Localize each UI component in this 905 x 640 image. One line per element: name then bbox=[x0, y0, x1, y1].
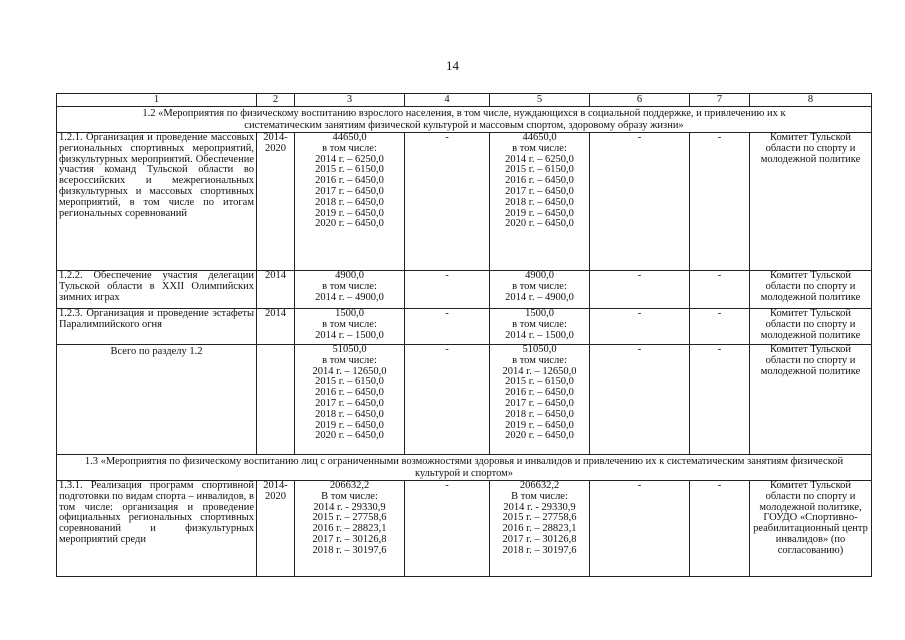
amount-line: 2016 г. – 6450,0 bbox=[505, 387, 574, 399]
period: 2014 bbox=[257, 309, 295, 345]
amount-line: в том числе: bbox=[322, 142, 377, 154]
federal-budget: - bbox=[405, 309, 490, 345]
section-row bbox=[57, 455, 872, 481]
section-title-1-2: 1.2 «Мероприятия по физическому воспитанию взрослого населения, в том числе, нуждающихся в социальной поддержке, и привлечению их к систематическим занятиям физической культурой и массовым спортом, здоровому образу жизни» bbox=[57, 107, 872, 133]
amount-line: 2017 г. – 6450,0 bbox=[315, 397, 384, 409]
amount-line: 2015 г. – 27758,6 bbox=[312, 512, 387, 524]
total-funding bbox=[295, 133, 405, 271]
amount-line: 2014 г. – 12650,0 bbox=[502, 365, 577, 377]
amount-line: 2014 г. – 6250,0 bbox=[315, 153, 384, 165]
amount-line: 2018 г. – 6450,0 bbox=[315, 196, 384, 208]
executor: Комитет Тульской области по спорту и молодежной политике bbox=[750, 133, 872, 271]
regional-budget bbox=[490, 345, 590, 455]
amount-line: 2015 г. – 6150,0 bbox=[315, 376, 384, 388]
amount-line: 44650,0 bbox=[522, 132, 557, 143]
amount-line: в том числе: bbox=[322, 318, 377, 330]
amount-line: 2014 г. – 1500,0 bbox=[505, 329, 574, 341]
regional-budget bbox=[490, 133, 590, 271]
amount-line: в том числе: bbox=[512, 142, 567, 154]
header-cell: 1 bbox=[57, 94, 257, 107]
amount-line: 51050,0 bbox=[522, 344, 557, 355]
amount-line: 2019 г. – 6450,0 bbox=[505, 207, 574, 219]
header-cell: 2 bbox=[257, 94, 295, 107]
amount-line: 2020 г. – 6450,0 bbox=[505, 430, 574, 442]
activity-name: 1.2.2. Обеспечение участия делегации Тульской области в XXII Олимпийских зимних играх bbox=[57, 271, 257, 309]
total-funding bbox=[295, 481, 405, 577]
amount-line: 2015 г. – 27758,6 bbox=[502, 512, 577, 524]
table-row bbox=[57, 345, 872, 455]
amount-line: 2014 г. – 12650,0 bbox=[312, 365, 387, 377]
amount-line: В том числе: bbox=[321, 490, 378, 502]
federal-budget: - bbox=[405, 481, 490, 577]
amount-line: 1500,0 bbox=[525, 308, 554, 319]
header-cell: 5 bbox=[490, 94, 590, 107]
amount-line: 206632,2 bbox=[519, 480, 560, 491]
local-budget: - bbox=[590, 271, 690, 309]
activity-name: Всего по разделу 1.2 bbox=[57, 345, 257, 455]
local-budget: - bbox=[590, 481, 690, 577]
amount-line: 2014 г. – 6250,0 bbox=[505, 153, 574, 165]
amount-line: 4900,0 bbox=[525, 270, 554, 281]
amount-line: 2014 г. - 29330,9 bbox=[503, 501, 576, 513]
other-sources: - bbox=[690, 309, 750, 345]
regional-budget bbox=[490, 481, 590, 577]
header-cell: 4 bbox=[405, 94, 490, 107]
amount-line: 2020 г. – 6450,0 bbox=[505, 218, 574, 230]
section-1-3-rows bbox=[57, 481, 872, 577]
amount-line: 2016 г. – 28823,1 bbox=[502, 523, 577, 535]
period: 2014-2020 bbox=[257, 133, 295, 271]
program-table bbox=[56, 93, 872, 577]
amount-line: 2018 г. – 6450,0 bbox=[315, 408, 384, 420]
amount-line: в том числе: bbox=[512, 318, 567, 330]
other-sources: - bbox=[690, 481, 750, 577]
amount-line: 2020 г. – 6450,0 bbox=[315, 218, 384, 230]
amount-line: 1500,0 bbox=[335, 308, 364, 319]
amount-line: 2014 г. – 4900,0 bbox=[315, 291, 384, 303]
amount-line: 2014 г. – 4900,0 bbox=[505, 291, 574, 303]
period: 2014-2020 bbox=[257, 481, 295, 577]
header-cell: 3 bbox=[295, 94, 405, 107]
section-row bbox=[57, 107, 872, 133]
amount-line: 2016 г. – 6450,0 bbox=[505, 175, 574, 187]
table-row bbox=[57, 133, 872, 271]
amount-line: 2014 г. – 1500,0 bbox=[315, 329, 384, 341]
federal-budget: - bbox=[405, 345, 490, 455]
amount-line: 2016 г. – 28823,1 bbox=[312, 523, 387, 535]
amount-line: 2015 г. – 6150,0 bbox=[315, 164, 384, 176]
table-row bbox=[57, 481, 872, 577]
amount-line: 2017 г. – 6450,0 bbox=[505, 397, 574, 409]
amount-line: 51050,0 bbox=[332, 344, 367, 355]
section-1-2-rows bbox=[57, 133, 872, 455]
total-funding bbox=[295, 271, 405, 309]
amount-line: 206632,2 bbox=[329, 480, 370, 491]
executor: Комитет Тульской области по спорту и молодежной политике bbox=[750, 309, 872, 345]
amount-line: 2017 г. – 30126,8 bbox=[312, 533, 387, 545]
amount-line: В том числе: bbox=[511, 490, 568, 502]
amount-line: 2020 г. – 6450,0 bbox=[315, 430, 384, 442]
amount-line: 2014 г. - 29330,9 bbox=[313, 501, 386, 513]
executor: Комитет Тульской области по спорту и молодежной политике, ГОУДО «Спортивно-реабилитационный центр инвалидов» (по согласованию) bbox=[750, 481, 872, 577]
total-funding bbox=[295, 309, 405, 345]
federal-budget: - bbox=[405, 271, 490, 309]
amount-line: 2018 г. – 6450,0 bbox=[505, 408, 574, 420]
section-title-1-3: 1.3 «Мероприятия по физическому воспитанию лиц с ограниченными возможностями здоровья и инвалидов и привлечению их к систематическим занятиям физической культурой и спортом» bbox=[57, 455, 872, 481]
amount-line: 2018 г. – 30197,6 bbox=[502, 544, 577, 556]
activity-name: 1.2.1. Организация и проведение массовых региональных спортивных мероприятий, физкультурных мероприятий. Обеспечение участия команд Тульской области во всероссийских и межрегиональных физкультурных и массовых спортивных мероприятий, в том числе по итогам региональных соревнований bbox=[57, 133, 257, 271]
executor: Комитет Тульской области по спорту и молодежной политике bbox=[750, 345, 872, 455]
amount-line: 2019 г. – 6450,0 bbox=[505, 419, 574, 431]
other-sources: - bbox=[690, 133, 750, 271]
executor: Комитет Тульской области по спорту и молодежной политике bbox=[750, 271, 872, 309]
amount-line: 44650,0 bbox=[332, 132, 367, 143]
local-budget: - bbox=[590, 133, 690, 271]
amount-line: 2015 г. – 6150,0 bbox=[505, 164, 574, 176]
amount-line: 2017 г. – 6450,0 bbox=[505, 185, 574, 197]
table-row bbox=[57, 271, 872, 309]
total-funding bbox=[295, 345, 405, 455]
amount-line: 2016 г. – 6450,0 bbox=[315, 387, 384, 399]
activity-name: 1.3.1. Реализация программ спортивной подготовки по видам спорта – инвалидов, в том числе: организация и проведение официальных региональных спортивных соревнований и физкультурных мероприятий среди bbox=[57, 481, 257, 577]
amount-line: 2019 г. – 6450,0 bbox=[315, 419, 384, 431]
amount-line: 2018 г. – 6450,0 bbox=[505, 196, 574, 208]
header-cell: 8 bbox=[750, 94, 872, 107]
amount-line: в том числе: bbox=[322, 354, 377, 366]
regional-budget bbox=[490, 271, 590, 309]
local-budget: - bbox=[590, 345, 690, 455]
other-sources: - bbox=[690, 345, 750, 455]
amount-line: 2018 г. – 30197,6 bbox=[312, 544, 387, 556]
period: 2014 bbox=[257, 271, 295, 309]
header-cell: 6 bbox=[590, 94, 690, 107]
amount-line: 2017 г. – 6450,0 bbox=[315, 185, 384, 197]
activity-name: 1.2.3. Организация и проведение эстафеты Паралимпийского огня bbox=[57, 309, 257, 345]
page-number: 14 bbox=[446, 58, 459, 73]
header-cell: 7 bbox=[690, 94, 750, 107]
amount-line: 2016 г. – 6450,0 bbox=[315, 175, 384, 187]
amount-line: 2015 г. – 6150,0 bbox=[505, 376, 574, 388]
amount-line: 2017 г. – 30126,8 bbox=[502, 533, 577, 545]
amount-line: в том числе: bbox=[322, 280, 377, 292]
regional-budget bbox=[490, 309, 590, 345]
table-row bbox=[57, 309, 872, 345]
amount-line: 4900,0 bbox=[335, 270, 364, 281]
amount-line: 2019 г. – 6450,0 bbox=[315, 207, 384, 219]
header-row bbox=[57, 94, 872, 107]
period bbox=[257, 345, 295, 455]
amount-line: в том числе: bbox=[512, 354, 567, 366]
local-budget: - bbox=[590, 309, 690, 345]
amount-line: в том числе: bbox=[512, 280, 567, 292]
other-sources: - bbox=[690, 271, 750, 309]
federal-budget: - bbox=[405, 133, 490, 271]
